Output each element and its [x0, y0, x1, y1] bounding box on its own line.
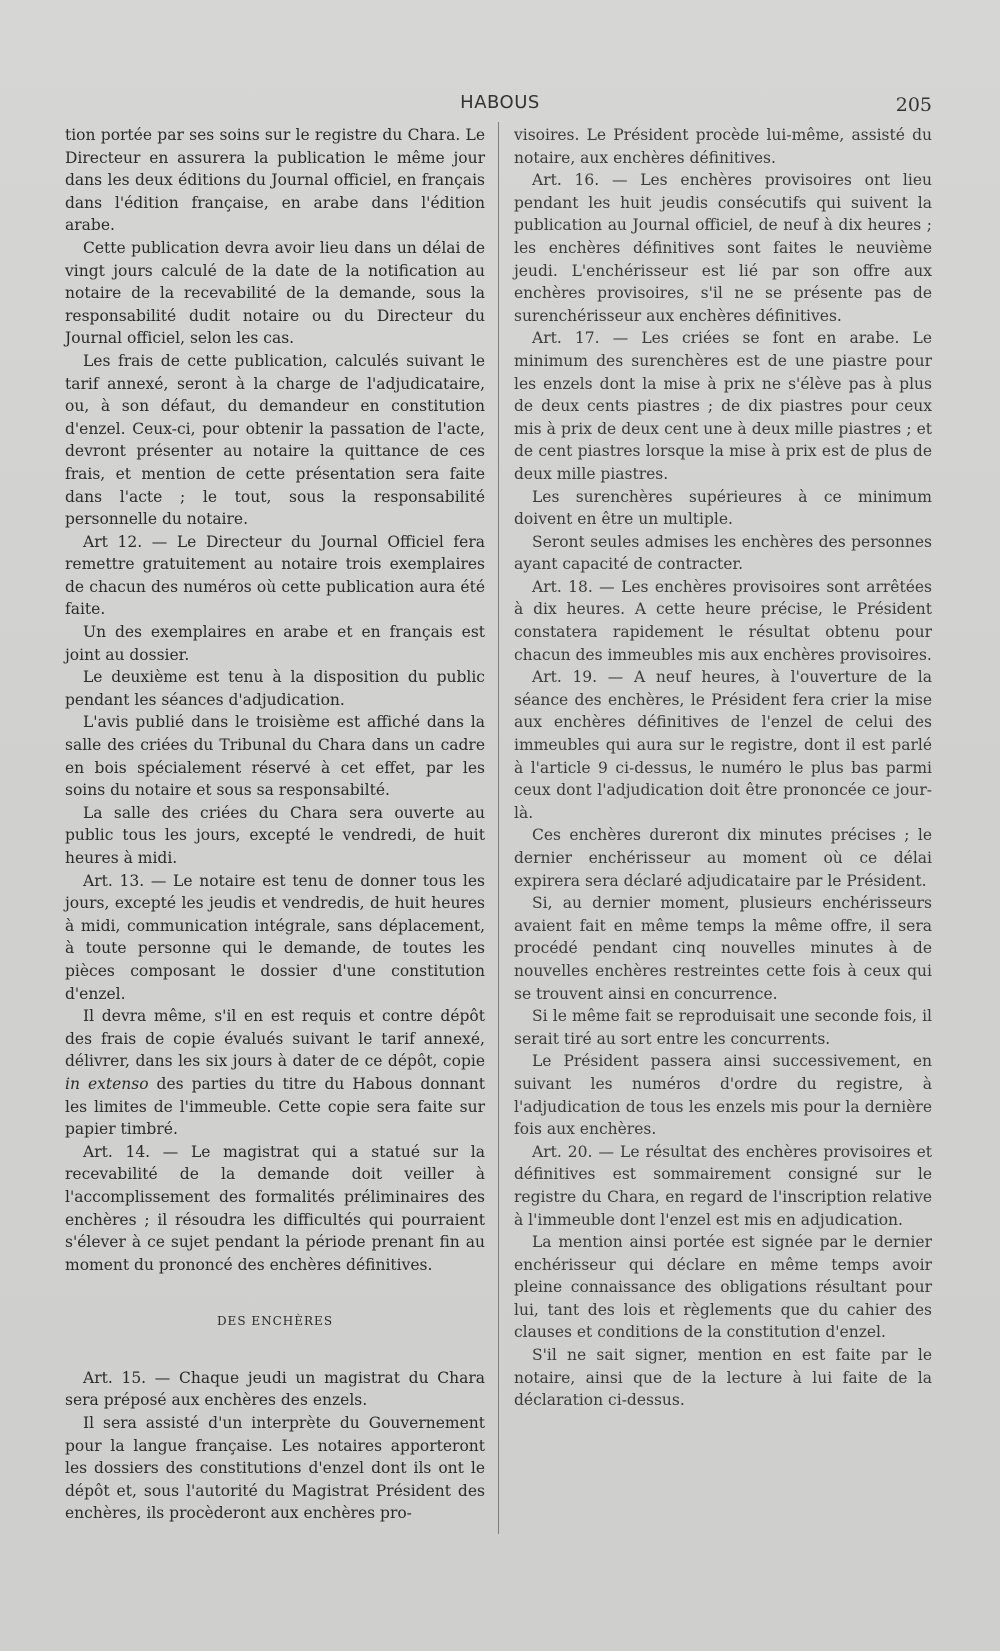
paragraph: Le Président passera ainsi successivement, en suivant les numéros d'ordre du registre, à l'adjudication de tous les enzels mis pour la dernière fois aux enchères.	[514, 1052, 932, 1139]
article-17: Art. 17. — Les criées se font en arabe. Le minimum des surenchères est de une piastre pour les enzels dont la mise à prix ne s'élève pas à plus de deux cents piastres ; de dix piastres pour ceux mis à prix de deux cent une à deux mille piastres ; et de cent piastres lorsque la mise à prix est de plus de deux mille piastres.	[514, 329, 932, 483]
article-20: Art. 20. — Le résultat des enchères provisoires et définitives est sommairement consigné sur le registre du Chara, en regard de l'inscription relative à l'immeuble dont l'enzel est mis en adjudication.	[514, 1142, 932, 1229]
column-divider	[498, 122, 499, 1534]
italic-text: in extenso	[65, 1074, 149, 1093]
paragraph: Ces enchères dureront dix minutes précises ; le dernier enchérisseur au moment où ce délai expirera sera déclaré adjudicataire par le Président.	[514, 826, 932, 890]
running-header	[0, 92, 1000, 118]
paragraph: tion portée par ses soins sur le registre du Chara. Le Directeur en assurera la publication le même jour dans les deux éditions du Journal officiel, en français dans l'édition française, en arabe dans l'édition arabe.	[65, 126, 485, 235]
article-18: Art. 18. — Les enchères provisoires sont arrêtées à dix heures. A cette heure précise, le Président constatera rapidement le résultat obtenu pour chacun des immeubles mis aux enchères provisoires.	[514, 577, 932, 664]
article-13: Art. 13. — Le notaire est tenu de donner tous les jours, excepté les jeudis et vendredis, de huit heures à midi, communication intégrale, sans déplacement, à toute personne qui le demande, de toutes les pièces composant le dossier d'une constitution d'enzel.	[65, 871, 485, 1003]
paragraph: La mention ainsi portée est signée par le dernier enchérisseur qui déclare en même temps avoir pleine connaissance des obligations résultant pour lui, tant des lois et règlements que du cahier des clauses et conditions de la constitution d'enzel.	[514, 1233, 932, 1342]
paragraph: Les surenchères supérieures à ce minimum doivent en être un multiple.	[514, 487, 932, 529]
paragraph: L'avis publié dans le troisième est affiché dans la salle des criées du Tribunal du Chara dans un cadre en bois spécialement réservé à cet effet, par les soins du notaire et sous sa responsabilté.	[65, 713, 485, 800]
paragraph: Cette publication devra avoir lieu dans un délai de vingt jours calculé de la date de la notification au notaire de la recevabilité de la demande, sous la responsabilité dudit notaire ou du Directeur du Journal officiel, selon les cas.	[65, 238, 485, 348]
text-run: des parties du titre du Habous donnant les limites de l'immeuble. Cette copie sera faite sur papier timbré.	[65, 1074, 485, 1139]
paragraph: visoires. Le Président procède lui-même, assisté du notaire, aux enchères définitives.	[514, 126, 932, 167]
article-19: Art. 19. — A neuf heures, à l'ouverture de la séance des enchères, le Président fera crier la mise aux enchères définitives de l'enzel de celui des immeubles qui aura sur le registre, dont il est parlé à l'article 9 ci-dessus, le numéro le plus bas parmi ceux dont l'adjudication doit être prononcée ce jour-là.	[514, 668, 932, 822]
page-number: 205	[895, 94, 932, 116]
paragraph: Le deuxième est tenu à la disposition du public pendant les séances d'adjudication.	[65, 668, 485, 709]
paragraph: Un des exemplaires en arabe et en français est joint au dossier.	[65, 623, 485, 664]
right-column	[514, 124, 932, 1412]
paragraph: La salle des criées du Chara sera ouverte au public tous les jours, excepté le vendredi, de huit heures à midi.	[65, 803, 485, 867]
article-15: Art. 15. — Chaque jeudi un magistrat du Chara sera préposé aux enchères des enzels.	[65, 1368, 485, 1410]
running-title: HABOUS	[460, 92, 540, 113]
paragraph: Il sera assisté d'un interprète du Gouvernement pour la langue française. Les notaires apporteront les dossiers des constitutions d'enzel dont ils ont le dépôt et, sous l'autorité du Magistrat Président des enchères, ils procèderont aux enchères pro-	[65, 1414, 485, 1523]
article-12: Art 12. — Le Directeur du Journal Officiel fera remettre gratuitement au notaire trois exemplaires de chacun des numéros où cette publication aura été faite.	[65, 532, 485, 619]
paragraph: S'il ne sait signer, mention en est faite par le notaire, ainsi que de la lecture à lui faite de la déclaration ci-dessus.	[514, 1346, 932, 1410]
paragraph	[65, 1005, 485, 1141]
article-16: Art. 16. — Les enchères provisoires ont lieu pendant les huit jeudis consécutifs qui suivent la publication au Journal officiel, de neuf à dix heures ; les enchères définitives sont faites le neuvième jeudi. L'enchérisseur est lié par son offre aux enchères provisoires, s'il ne se présente pas de surenchérisseur aux enchères définitives.	[514, 171, 932, 325]
paragraph: Les frais de cette publication, calculés suivant le tarif annexé, seront à la charge de l'adjudicataire, ou, à son défaut, du demandeur en constitution d'enzel. Ceux-ci, pour obtenir la passation de l'acte, devront présenter au notaire la quittance de ces frais, et mention de cette présentation sera faite dans l'acte ; le tout, sous la responsabilité personnelle du notaire.	[65, 351, 485, 529]
left-column	[65, 124, 485, 1525]
paragraph: Si le même fait se reproduisait une seconde fois, il serait tiré au sort entre les concurrents.	[514, 1007, 932, 1048]
article-14: Art. 14. — Le magistrat qui a statué sur la recevabilité de la demande doit veiller à l'accomplissement des formalités préliminaires des enchères ; il résoudra les difficultés qui pourraient s'élever à ce sujet pendant la période prenant fin au moment du prononcé des enchères définitives.	[65, 1142, 485, 1274]
paragraph: Seront seules admises les enchères des personnes ayant capacité de contracter.	[514, 532, 932, 574]
text-run: Il devra même, s'il en est requis et contre dépôt des frais de copie évalués suivant le tarif annexé, délivrer, dans les six jours à dater de ce dépôt, copie	[65, 1007, 485, 1071]
paragraph: Si, au dernier moment, plusieurs enchérisseurs avaient fait en même temps la même offre, il sera procédé pendant cinq nouvelles minutes à de nouvelles enchères restreintes cette fois à ceux qui se trouvent ainsi en concurrence.	[514, 894, 932, 1003]
section-heading: DES ENCHÈRES	[216, 1314, 334, 1329]
